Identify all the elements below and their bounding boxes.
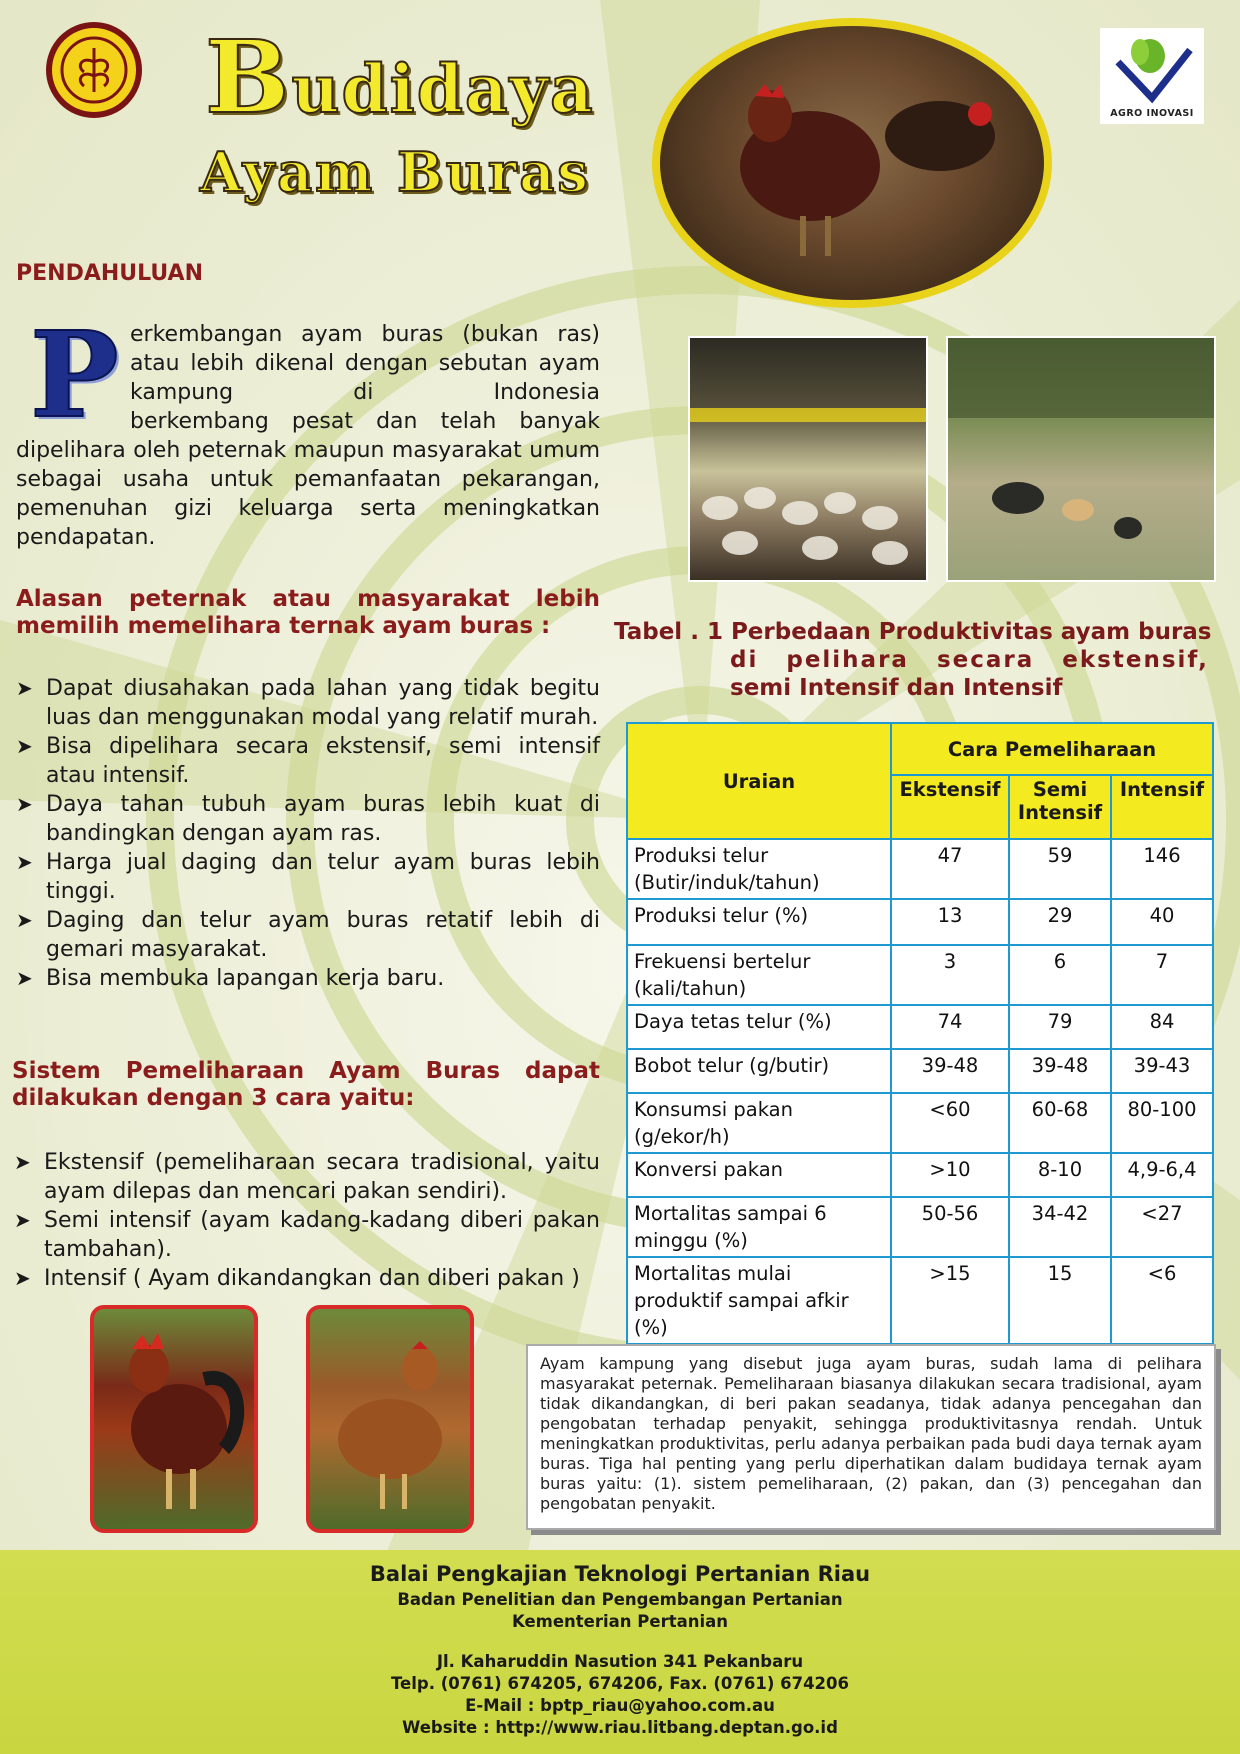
agro-inovasi-label: AGRO INOVASI: [1110, 108, 1194, 119]
table-caption-line-2: di pelihara secara ekstensif,: [730, 647, 1209, 673]
cell-semi-intensif: 6: [1009, 945, 1111, 1005]
ministry-logo: [46, 22, 142, 118]
arrow-bullet-icon: ➤: [16, 908, 33, 932]
cell-ekstensif: >10: [891, 1153, 1009, 1197]
header-ekstensif: Ekstensif: [891, 775, 1009, 839]
cell-semi-intensif: 8-10: [1009, 1153, 1111, 1197]
footer-address: Jl. Kaharuddin Nasution 341 Pekanbaru: [436, 1652, 804, 1671]
intro-heading: PENDAHULUAN: [16, 261, 203, 286]
footer-website: Website : http://www.riau.litbang.deptan.go.id: [402, 1718, 838, 1737]
rooster-illustration: [660, 26, 1044, 300]
cell-semi-intensif: 79: [1009, 1005, 1111, 1049]
table-row: [627, 899, 1213, 945]
arrow-bullet-icon: ➤: [16, 676, 33, 700]
rooster-icon: [94, 1309, 254, 1529]
leaf-emblem-icon: [52, 28, 136, 112]
dropcap: P: [30, 305, 119, 444]
table-row: [627, 1153, 1213, 1197]
cell-intensif: 80-100: [1111, 1093, 1213, 1153]
row-label: Konversi pakan: [627, 1153, 891, 1197]
footer-org: Balai Pengkajian Teknologi Pertanian Riau: [369, 1562, 871, 1586]
table-row: [627, 1005, 1213, 1049]
row-label: Mortalitas sampai 6 minggu (%): [627, 1197, 891, 1257]
rooster-photo-oval: [652, 18, 1052, 308]
cell-ekstensif: 74: [891, 1005, 1009, 1049]
intro-line-1: erkembangan ayam buras (bukan ras): [130, 322, 600, 347]
footer-phone: Telp. (0761) 674205, 674206, Fax. (0761) 674206: [390, 1674, 849, 1693]
footer-email: E-Mail : bptp_riau@yahoo.com.au: [465, 1696, 775, 1715]
header-intensif: Intensif: [1111, 775, 1213, 839]
cell-ekstensif: 3: [891, 945, 1009, 1005]
row-label: Konsumsi pakan (g/ekor/h): [627, 1093, 891, 1153]
cell-intensif: <27: [1111, 1197, 1213, 1257]
intro-first-lines: [130, 320, 600, 436]
cell-ekstensif: >15: [891, 1257, 1009, 1344]
list-item: ➤ Intensif ( Ayam dikandangkan dan diberi pakan ): [14, 1266, 580, 1291]
title-line-2: Ayam Buras: [200, 140, 591, 204]
footer-agency: Badan Penelitian dan Pengembangan Pertanian: [397, 1590, 843, 1609]
cell-semi-intensif: 59: [1009, 839, 1111, 899]
cell-ekstensif: 47: [891, 839, 1009, 899]
arrow-bullet-icon: ➤: [14, 1150, 31, 1174]
row-label: Produksi telur (Butir/induk/tahun): [627, 839, 891, 899]
chicken-coop-photo: [688, 336, 928, 582]
rooster-photo: [90, 1305, 258, 1533]
table-row: [627, 945, 1213, 1005]
arrow-bullet-icon: ➤: [16, 734, 33, 758]
summary-note: Ayam kampung yang disebut juga ayam buras, sudah lama di pelihara masyarakat peternak. Pemeliharaan biasanya dilakukan secara tradisional, ayam tidak dikandangkan, di beri pakan seadanya, tidak adanya pencegahan dan pengobatan terhadap penyakit, sehingga produktivitasnya rendah. Untuk meningkatkan produktivitas, perlu adanya perbaikan pada budi daya ternak ayam buras. Tiga hal penting yang perlu diperhatikan dalam budidaya ternak ayam buras yaitu: (1). sistem pemeliharaan, (2) pakan, dan (3) pencegahan dan pengobatan penyakit.: [526, 1344, 1216, 1530]
title-initial: B: [205, 18, 292, 136]
header-cara-pemeliharaan: Cara Pemeliharaan: [891, 723, 1213, 775]
cell-intensif: <6: [1111, 1257, 1213, 1344]
cell-semi-intensif: 60-68: [1009, 1093, 1111, 1153]
footer-ministry: Kementerian Pertanian: [511, 1612, 729, 1631]
cell-ekstensif: <60: [891, 1093, 1009, 1153]
table-caption-line-3: semi Intensif dan Intensif: [730, 675, 1063, 701]
table-row: [627, 1257, 1213, 1344]
list-item: ➤ Ekstensif (pemeliharaan secara tradisional, yaitu ayam dilepas dan mencari pakan sendiri).: [14, 1150, 600, 1204]
header-uraian: Uraian: [627, 723, 891, 839]
cell-semi-intensif: 29: [1009, 899, 1111, 945]
table-caption-line-1: Tabel . 1 Perbedaan Produktivitas ayam buras: [614, 619, 1212, 645]
productivity-table: [626, 722, 1214, 1345]
arrow-bullet-icon: ➤: [16, 792, 33, 816]
list-item: ➤ Semi intensif (ayam kadang-kadang diberi pakan tambahan).: [14, 1208, 600, 1262]
arrow-bullet-icon: ➤: [14, 1266, 31, 1290]
coop-illustration: [690, 338, 926, 580]
table-caption: [614, 618, 1214, 702]
list-item: ➤ Daging dan telur ayam buras retatif lebih di gemari masyarakat.: [16, 908, 600, 962]
list-item: ➤ Harga jual daging dan telur ayam buras lebih tinggi.: [16, 850, 600, 904]
row-label: Mortalitas mulai produktif sampai afkir (%): [627, 1257, 891, 1344]
reasons-list: [14, 674, 600, 993]
arrow-bullet-icon: ➤: [16, 850, 33, 874]
agro-inovasi-icon: [1100, 28, 1204, 108]
cell-intensif: 146: [1111, 839, 1213, 899]
table-row: [627, 1197, 1213, 1257]
cell-intensif: 7: [1111, 945, 1213, 1005]
hen-icon: [310, 1309, 470, 1529]
cell-semi-intensif: 34-42: [1009, 1197, 1111, 1257]
reasons-heading: Alasan peternak atau masyarakat lebih memilih memelihara ternak ayam buras :: [16, 586, 600, 639]
list-item: ➤ Bisa membuka lapangan kerja baru.: [16, 966, 445, 991]
row-label: Frekuensi bertelur (kali/tahun): [627, 945, 891, 1005]
intro-line-3: kampung di Indonesia: [130, 380, 600, 405]
cell-ekstensif: 50-56: [891, 1197, 1009, 1257]
intro-paragraph: dipelihara oleh peternak maupun masyarakat umum sebagai usaha untuk pemanfaatan pekarangan, pemenuhan gizi keluarga serta meningkatkan pendapatan.: [16, 438, 600, 550]
cell-semi-intensif: 39-48: [1009, 1049, 1111, 1093]
cell-intensif: 4,9-6,4: [1111, 1153, 1213, 1197]
cell-semi-intensif: 15: [1009, 1257, 1111, 1344]
free-range-chickens-photo: [946, 336, 1216, 582]
intro-line-2: atau lebih dikenal dengan sebutan ayam: [130, 351, 600, 376]
hen-photo: [306, 1305, 474, 1533]
title-rest: udidaya: [291, 50, 595, 128]
arrow-bullet-icon: ➤: [14, 1208, 31, 1232]
list-item: ➤ Bisa dipelihara secara ekstensif, semi intensif atau intensif.: [16, 734, 600, 788]
table-row: [627, 839, 1213, 899]
list-item: ➤ Dapat diusahakan pada lahan yang tidak begitu luas dan menggunakan modal yang relatif murah.: [16, 676, 600, 730]
row-label: Daya tetas telur (%): [627, 1005, 891, 1049]
table-row: [627, 1093, 1213, 1153]
cell-intensif: 40: [1111, 899, 1213, 945]
table-row: [627, 1049, 1213, 1093]
list-item: ➤ Daya tahan tubuh ayam buras lebih kuat di bandingkan dengan ayam ras.: [16, 792, 600, 846]
intro-line-4: berkembang pesat dan telah banyak: [130, 409, 600, 434]
row-label: Bobot telur (g/butir): [627, 1049, 891, 1093]
cell-ekstensif: 39-48: [891, 1049, 1009, 1093]
yard-illustration: [948, 338, 1214, 580]
systems-heading: Sistem Pemeliharaan Ayam Buras dapat dilakukan dengan 3 cara yaitu:: [12, 1058, 600, 1111]
cell-intensif: 84: [1111, 1005, 1213, 1049]
cell-ekstensif: 13: [891, 899, 1009, 945]
arrow-bullet-icon: ➤: [16, 966, 33, 990]
header-semi-intensif: Semi Intensif: [1009, 775, 1111, 839]
title-line-1: [205, 18, 595, 136]
cell-intensif: 39-43: [1111, 1049, 1213, 1093]
row-label: Produksi telur (%): [627, 899, 891, 945]
systems-list: [12, 1148, 600, 1293]
